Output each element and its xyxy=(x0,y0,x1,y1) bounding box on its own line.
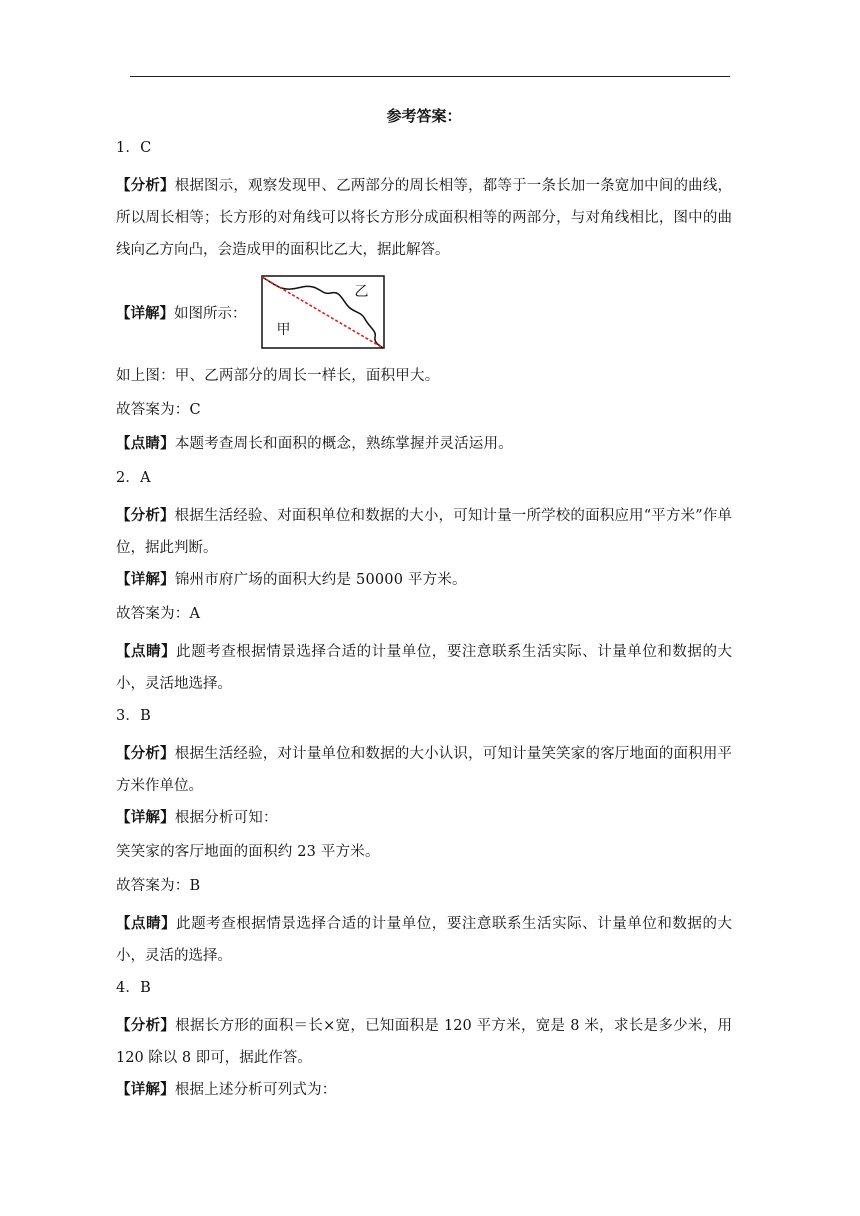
analysis-tag: 【分析】 xyxy=(116,1017,176,1034)
analysis-text: 根据图示，观察发现甲、乙两部分的周长相等，都等于一条长加一条宽加中间的曲线，所以周长相等；长方形的对角线可以将长方形分成面积相等的两部分，与对角线相比，图中的曲线向乙方向凸，会造成甲的面积比乙大，据此解答。 xyxy=(116,178,733,258)
page-title: 参考答案： xyxy=(386,107,462,125)
analysis-text: 根据生活经验，对计量单位和数据的大小认识，可知计量笑笑家的客厅地面的面积用平方米作单位。 xyxy=(116,746,733,794)
perimeter-area-figure xyxy=(261,275,385,349)
answer-text: 故答案为：A xyxy=(116,606,201,622)
answer-text: 故答案为：B xyxy=(116,878,201,894)
answer-page xyxy=(116,104,732,1112)
answer-text: 故答案为：C xyxy=(116,402,201,418)
figure-label-yi: 乙 xyxy=(354,284,369,300)
detail-tag: 【详解】 xyxy=(116,809,175,826)
detail-text: 如图所示： xyxy=(174,305,247,322)
analysis-tag: 【分析】 xyxy=(116,507,175,524)
analysis-tag: 【分析】 xyxy=(116,177,175,194)
point-tag: 【点睛】 xyxy=(116,915,177,932)
header-rule xyxy=(130,76,730,77)
point-text: 此题考查根据情景选择合适的计量单位，要注意联系生活实际、计量单位和数据的大小，灵活的选择。 xyxy=(116,916,733,964)
analysis-text: 根据生活经验、对面积单位和数据的大小，可知计量一所学校的面积应用“平方米”作单位，据此判断。 xyxy=(116,508,732,556)
detail-figure-row xyxy=(116,272,732,352)
item-number: 3．B xyxy=(116,708,151,724)
detail-tag: 【详解】 xyxy=(116,1081,175,1098)
item-number: 2．A xyxy=(116,470,151,486)
item-number: 4．B xyxy=(116,980,151,996)
detail-paragraph xyxy=(116,302,247,323)
analysis-tag: 【分析】 xyxy=(116,745,175,762)
point-paragraph xyxy=(116,908,732,972)
detail-tag: 【详解】 xyxy=(116,304,174,322)
analysis-text: 根据长方形的面积＝长×宽，已知面积是 120 平方米，宽是 8 米，求长是多少米，用 120 除以 8 即可，据此作答。 xyxy=(116,1018,732,1066)
point-paragraph xyxy=(116,636,732,700)
detail-paragraph xyxy=(116,806,732,830)
analysis-paragraph xyxy=(116,170,732,266)
note-text: 如上图：甲、乙两部分的周长一样长，面积甲大。 xyxy=(116,368,440,384)
point-text: 此题考查根据情景选择合适的计量单位，要注意联系生活实际、计量单位和数据的大小，灵活地选择。 xyxy=(116,644,733,692)
point-paragraph xyxy=(116,432,732,456)
detail-text-2: 笑笑家的客厅地面的面积约 23 平方米。 xyxy=(116,844,380,860)
detail-paragraph xyxy=(116,568,732,592)
detail-tag: 【详解】 xyxy=(116,571,175,588)
point-tag: 【点睛】 xyxy=(116,643,177,660)
item-number: 1．C xyxy=(116,140,152,156)
detail-text: 根据分析可知： xyxy=(174,810,278,826)
point-tag: 【点睛】 xyxy=(116,435,175,452)
analysis-paragraph xyxy=(116,1010,732,1074)
analysis-paragraph xyxy=(116,738,732,802)
figure-label-jia: 甲 xyxy=(276,322,291,338)
detail-paragraph xyxy=(116,1078,732,1102)
detail-text: 根据上述分析可列式为： xyxy=(174,1082,337,1098)
detail-text: 锦州市府广场的面积大约是 50000 平方米。 xyxy=(174,572,467,588)
point-text: 本题考查周长和面积的概念，熟练掌握并灵活运用。 xyxy=(174,436,513,452)
analysis-paragraph xyxy=(116,500,732,564)
